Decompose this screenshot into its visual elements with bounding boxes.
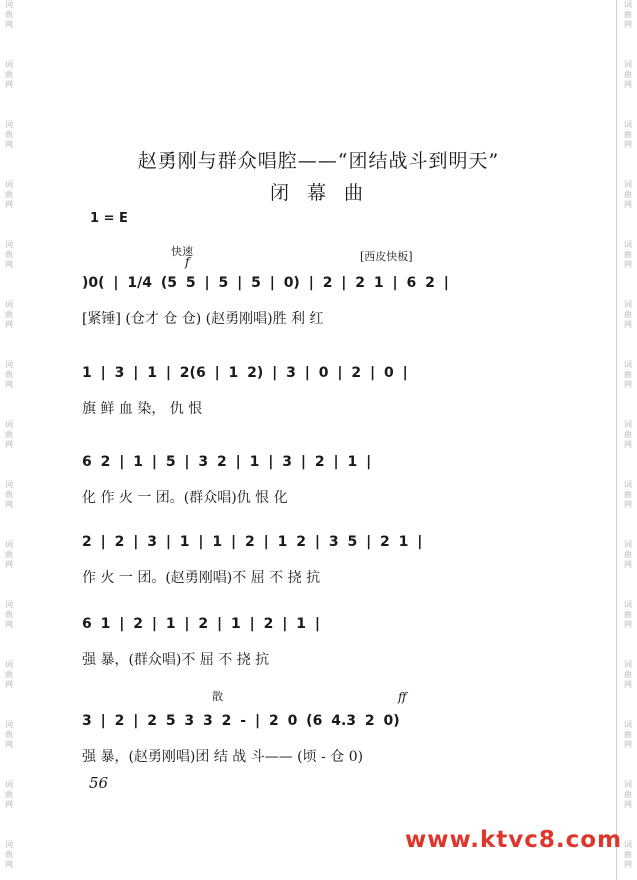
watermark-group	[2, 720, 16, 780]
watermark-char: 曲	[624, 370, 632, 379]
watermark-char: 网	[624, 440, 632, 449]
watermark-char: 词	[5, 540, 13, 549]
watermark-char: 词	[5, 360, 13, 369]
watermark-char: 曲	[624, 430, 632, 439]
watermark-char: 网	[5, 260, 13, 269]
watermark-char: 网	[624, 740, 632, 749]
lyrics-line: [紧锤] (仓才 仓 仓) (赵勇刚唱)胜 利 红	[82, 311, 324, 327]
watermark-char: 网	[5, 620, 13, 629]
watermark-char: 词	[624, 540, 632, 549]
watermark-char: 曲	[5, 670, 13, 679]
watermark-char: 曲	[5, 790, 13, 799]
notation-line	[82, 527, 522, 557]
watermark-char: 词	[5, 240, 13, 249]
watermark-char: 网	[624, 140, 632, 149]
watermark-group	[2, 480, 16, 540]
watermark-char: 词	[5, 720, 13, 729]
watermark-group	[2, 360, 16, 420]
watermark-char: 曲	[624, 730, 632, 739]
watermark-char: 词	[5, 120, 13, 129]
watermark-char: 曲	[5, 610, 13, 619]
watermark-char: 网	[5, 140, 13, 149]
watermark-char: 词	[5, 420, 13, 429]
watermark-group	[621, 600, 635, 660]
watermark-group	[2, 240, 16, 300]
notation-text: 1 | 3 | 1 | 2(6 | 1 2) | 3 | 0 | 2 | 0 |	[82, 365, 408, 381]
watermark-char: 词	[624, 600, 632, 609]
watermark-char: 曲	[5, 490, 13, 499]
watermark-char: 词	[5, 0, 13, 9]
watermark-char: 曲	[5, 730, 13, 739]
notation-line	[82, 706, 522, 736]
watermark-char: 网	[624, 320, 632, 329]
watermark-char: 网	[624, 560, 632, 569]
watermark-group	[621, 300, 635, 360]
watermark-char: 网	[5, 440, 13, 449]
key-signature: 1 = E	[90, 211, 128, 226]
watermark-char: 曲	[624, 10, 632, 19]
watermark-char: 网	[5, 740, 13, 749]
notation-line	[82, 447, 522, 477]
dynamic-ff-marking: ff	[398, 690, 407, 704]
watermark-char: 词	[624, 300, 632, 309]
page-number: 56	[89, 774, 109, 792]
watermark-char: 网	[624, 860, 632, 869]
watermark-group	[2, 300, 16, 360]
watermark-char: 曲	[5, 190, 13, 199]
watermark-group	[2, 60, 16, 120]
watermark-group	[2, 540, 16, 600]
watermark-char: 词	[5, 300, 13, 309]
watermark-char: 曲	[624, 130, 632, 139]
watermark-group	[2, 780, 16, 840]
watermark-group	[2, 660, 16, 720]
lyrics-line: 化 作 火 一 团。(群众唱)仇 恨 化	[82, 490, 288, 506]
watermark-char: 网	[624, 20, 632, 29]
notation-text: 6 1 | 2 | 1 | 2 | 1 | 2 | 1 |	[82, 616, 320, 632]
watermark-char: 曲	[5, 850, 13, 859]
watermark-char: 词	[5, 480, 13, 489]
left-watermark-strip	[2, 0, 16, 880]
watermark-char: 网	[624, 500, 632, 509]
music-system-1	[82, 268, 522, 327]
watermark-char: 曲	[624, 70, 632, 79]
watermark-char: 网	[624, 80, 632, 89]
watermark-char: 词	[624, 480, 632, 489]
watermark-group	[621, 540, 635, 600]
right-watermark-strip	[621, 0, 635, 880]
watermark-char: 网	[624, 260, 632, 269]
san-marking: 散	[212, 690, 223, 703]
watermark-group	[621, 720, 635, 780]
watermark-char: 曲	[624, 610, 632, 619]
watermark-char: 词	[624, 660, 632, 669]
watermark-char: 词	[5, 60, 13, 69]
watermark-char: 词	[624, 840, 632, 849]
music-system-2	[82, 358, 522, 417]
watermark-group	[621, 0, 635, 60]
watermark-char: 曲	[624, 490, 632, 499]
lyrics-line: 旗 鲜 血 染， 仇 恨	[82, 401, 203, 417]
watermark-group	[2, 420, 16, 480]
watermark-char: 词	[624, 0, 632, 9]
watermark-char: 词	[624, 120, 632, 129]
notation-line	[82, 268, 522, 298]
watermark-char: 词	[624, 780, 632, 789]
right-border-line	[616, 0, 617, 880]
watermark-char: 网	[5, 500, 13, 509]
watermark-char: 网	[5, 200, 13, 209]
watermark-group	[621, 60, 635, 120]
watermark-char: 曲	[5, 70, 13, 79]
lyrics-line: 强 暴，(群众唱)不 屈 不 挠 抗	[82, 652, 270, 668]
watermark-char: 网	[624, 680, 632, 689]
watermark-char: 词	[624, 60, 632, 69]
watermark-char: 网	[5, 20, 13, 29]
watermark-group	[621, 840, 635, 880]
watermark-char: 网	[624, 380, 632, 389]
song-subtitle: 闭幕曲	[269, 182, 381, 204]
watermark-char: 网	[5, 680, 13, 689]
music-system-3	[82, 447, 522, 506]
watermark-char: 词	[624, 420, 632, 429]
watermark-char: 词	[624, 360, 632, 369]
dynamic-marking: f	[185, 255, 190, 269]
watermark-char: 网	[5, 860, 13, 869]
watermark-char: 曲	[5, 10, 13, 19]
watermark-char: 词	[5, 660, 13, 669]
watermark-char: 曲	[5, 430, 13, 439]
watermark-group	[2, 0, 16, 60]
watermark-char: 曲	[5, 250, 13, 259]
music-system-4	[82, 527, 522, 586]
watermark-char: 词	[5, 780, 13, 789]
watermark-group	[621, 420, 635, 480]
watermark-char: 曲	[624, 670, 632, 679]
watermark-char: 网	[5, 80, 13, 89]
watermark-char: 网	[624, 800, 632, 809]
watermark-char: 曲	[624, 250, 632, 259]
watermark-char: 曲	[624, 790, 632, 799]
watermark-group	[621, 240, 635, 300]
lyrics-line: 作 火 一 团。(赵勇刚唱)不 屈 不 挠 抗	[82, 570, 321, 586]
watermark-char: 词	[5, 840, 13, 849]
notation-line	[82, 358, 522, 388]
watermark-char: 词	[5, 180, 13, 189]
watermark-char: 曲	[624, 190, 632, 199]
watermark-char: 词	[624, 180, 632, 189]
notation-line	[82, 609, 522, 639]
watermark-group	[621, 360, 635, 420]
watermark-char: 网	[5, 380, 13, 389]
watermark-group	[621, 480, 635, 540]
notation-text: )0( | 1/4 (5 5 | 5 | 5 | 0) | 2 | 2 1 | 6 2 |	[82, 275, 449, 291]
watermark-char: 曲	[5, 370, 13, 379]
watermark-group	[621, 780, 635, 840]
lyrics-line: 强 暴，(赵勇刚唱)团 结 战 斗—— (顷 - 仓 0)	[82, 749, 364, 765]
watermark-char: 网	[624, 200, 632, 209]
watermark-char: 曲	[5, 130, 13, 139]
watermark-char: 曲	[624, 850, 632, 859]
watermark-char: 词	[624, 720, 632, 729]
notation-text: 2 | 2 | 3 | 1 | 1 | 2 | 1 2 | 3 5 | 2 1 |	[82, 534, 423, 550]
notation-text: 3 | 2 | 2 5 3 3 2 - | 2 0 (6 4.3 2 0)	[82, 713, 400, 729]
music-system-6	[82, 706, 522, 765]
watermark-char: 网	[5, 800, 13, 809]
watermark-char: 词	[624, 240, 632, 249]
watermark-char: 网	[5, 560, 13, 569]
watermark-char: 网	[624, 620, 632, 629]
watermark-char: 曲	[5, 550, 13, 559]
watermark-char: 词	[5, 600, 13, 609]
song-title: 赵勇刚与群众唱腔——“团结战斗到明天”	[137, 150, 500, 172]
watermark-char: 曲	[624, 310, 632, 319]
watermark-char: 曲	[624, 550, 632, 559]
watermark-group	[621, 660, 635, 720]
site-watermark: www.ktvc8.com	[405, 827, 623, 853]
watermark-char: 曲	[5, 310, 13, 319]
watermark-group	[2, 840, 16, 880]
watermark-group	[2, 600, 16, 660]
watermark-char: 网	[5, 320, 13, 329]
music-system-5	[82, 609, 522, 668]
style-marking: [西皮快板]	[360, 250, 413, 263]
notation-text: 6 2 | 1 | 5 | 3 2 | 1 | 3 | 2 | 1 |	[82, 454, 372, 470]
tempo-marking: 快速	[171, 245, 193, 258]
